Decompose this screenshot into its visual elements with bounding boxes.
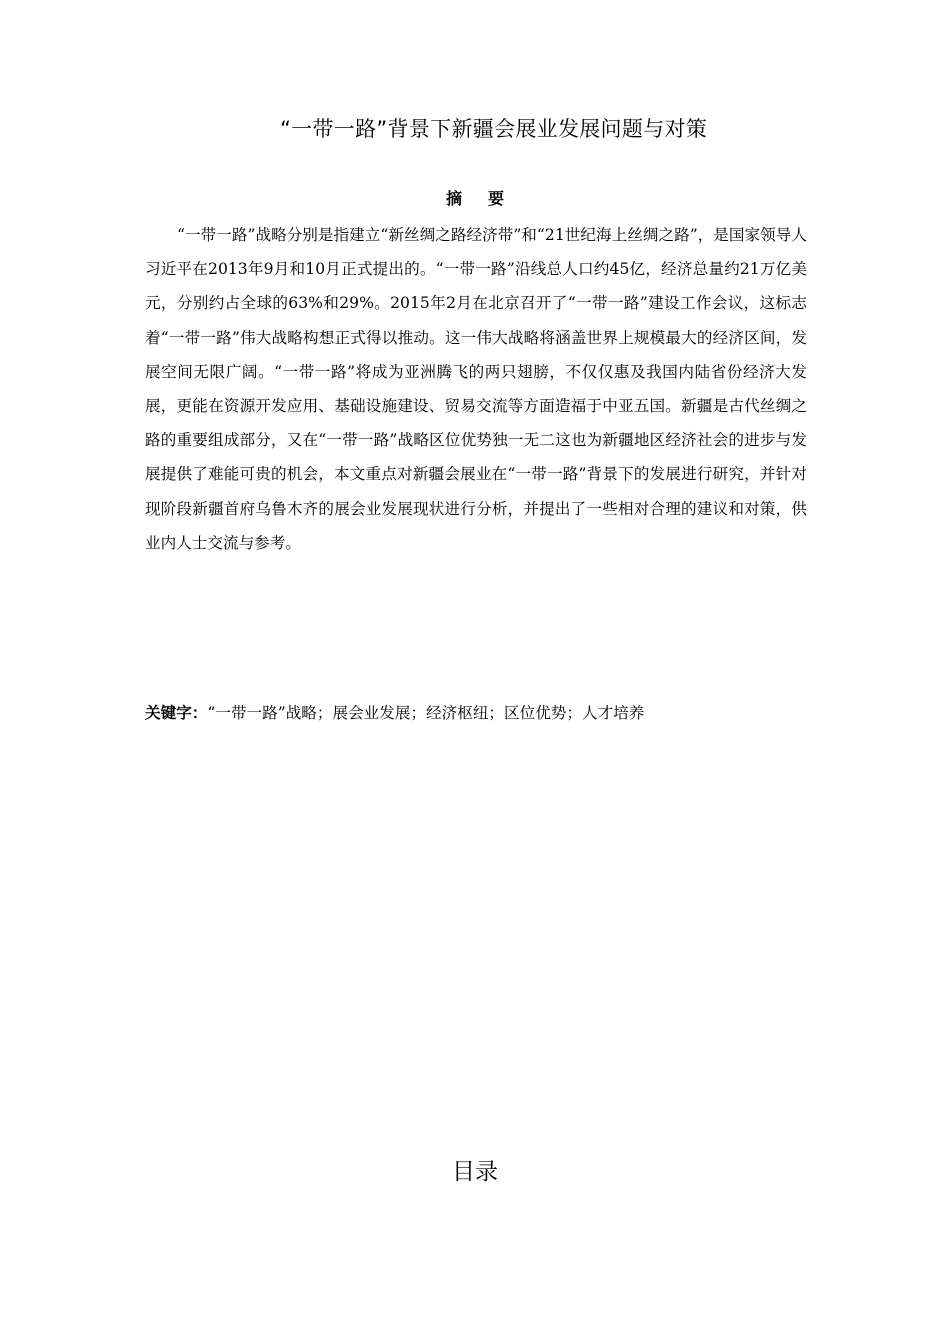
keywords-label: 关键字： bbox=[145, 704, 208, 722]
table-of-contents-heading: 目录 bbox=[452, 1159, 498, 1185]
keywords-line bbox=[145, 698, 807, 728]
keywords-text: “一带一路”战略；展会业发展；经济枢纽；区位优势；人才培养 bbox=[207, 704, 645, 722]
abstract-body: “一带一路”战略分别是指建立“新丝绸之路经济带”和“21世纪海上丝绸之路”，是国家领导人习近平在2013年9月和10月正式提出的。“一带一路”沿线总人口约45亿，经济总量约21万亿美元，分别约占全球的63%和29%。2015年2月在北京召开了“一带一路”建设工作会议，这标志着“一带一路”伟大战略构想正式得以推动。这一伟大战略将涵盖世界上规模最大的经济区间，发展空间无限广阔。“一带一路”将成为亚洲腾飞的两只翅膀，不仅仅惠及我国内陆省份经济大发展，更能在资源开发应用、基础设施建设、贸易交流等方面造福于中亚五国。新疆是古代丝绸之路的重要组成部分，又在“一带一路”战略区位优势独一无二这也为新疆地区经济社会的进步与发展提供了难能可贵的机会，本文重点对新疆会展业在“一带一路”背景下的发展进行研究，并针对现阶段新疆首府乌鲁木齐的展会业发展现状进行分析，并提出了一些相对合理的建议和对策，供业内人士交流与参考。 bbox=[145, 226, 807, 552]
document-title: “一带一路”背景下新疆会展业发展问题与对策 bbox=[280, 117, 708, 141]
abstract-heading: 摘要 bbox=[445, 189, 530, 208]
